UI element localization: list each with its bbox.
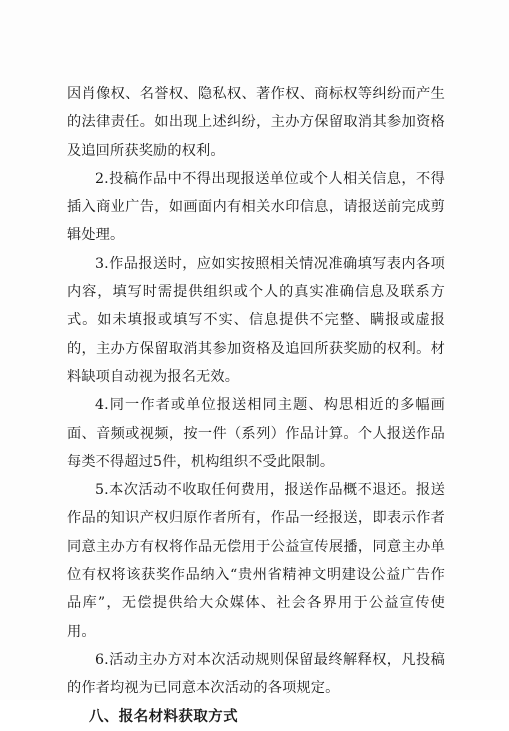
paragraph-rule-3: 3.作品报送时，应如实按照相关情况准确填写表内各项内容，填写时需提供组织或个人的真实准确信息及联系方式。如未填报或填写不实、信息提供不完整、瞒报或虚报的，主办方保留取消其参加资格及追回所获奖励的权利。材料缺项自动视为报名无效。	[67, 255, 445, 385]
section-heading-8: 八、报名材料获取方式	[89, 708, 238, 725]
paragraph-rule-6: 6.活动主办方对本次活动规则保留最终解释权，凡投稿的作者均视为已同意本次活动的各项规定。	[67, 651, 445, 697]
document-body	[67, 80, 445, 731]
paragraph-rule-2: 2.投稿作品中不得出现报送单位或个人相关信息，不得插入商业广告，如画面内有相关水印信息，请报送前完成剪辑处理。	[67, 170, 445, 244]
paragraph-continued-liability: 因肖像权、名誉权、隐私权、著作权、商标权等纠纷而产生的法律责任。如出现上述纠纷，主办方保留取消其参加资格及追回所获奖励的权利。	[67, 86, 445, 159]
paragraph-rule-5: 5.本次活动不收取任何费用，报送作品概不退还。报送作品的知识产权归原作者所有，作品一经报送，即表示作者同意主办方有权将作品无偿用于公益宣传展播，同意主办单位有权将该获奖作品纳入“贵州省精神文明建设公益广告作品库”，无偿提供给大众媒体、社会各界用于公益宣传使用。	[67, 482, 445, 640]
paragraph-rule-4: 4.同一作者或单位报送相同主题、构思相近的多幅画面、音频或视频，按一件（系列）作品计算。个人报送作品每类不得超过5件，机构组织不受此限制。	[67, 397, 445, 470]
